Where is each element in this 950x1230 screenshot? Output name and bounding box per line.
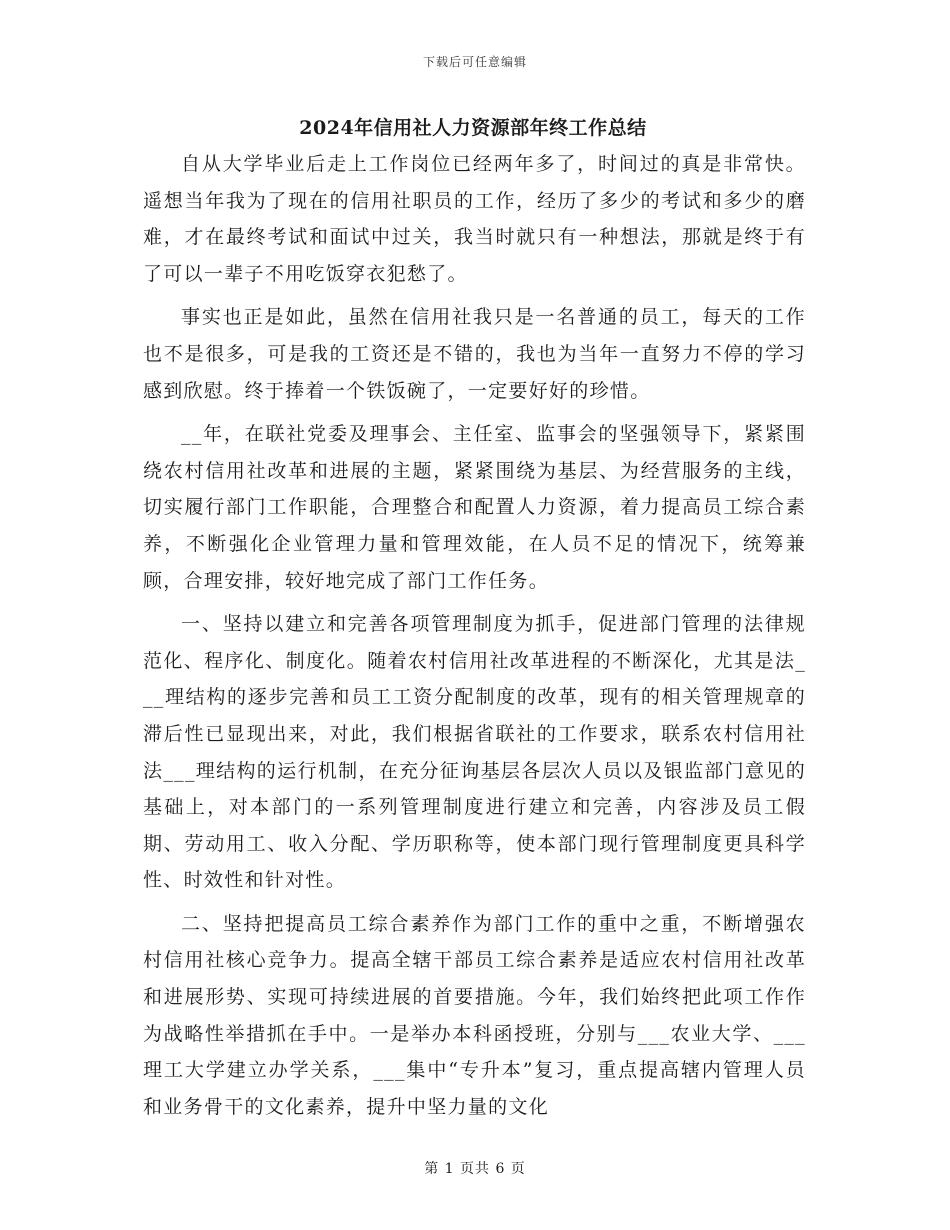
paragraph-3: __年，在联社党委及理事会、主任室、监事会的坚强领导下，紧紧围绕农村信用社改革和进展的主题，紧紧围绕为基层、为经营服务的主线，切实履行部门工作职能，合理整合和配置人力资源，着力提高员工综合素养，不断强化企业管理力量和管理效能，在人员不足的情况下，统筹兼顾，合理安排，较好地完成了部门工作任务。: [143, 423, 806, 592]
paragraph-4: 一、坚持以建立和完善各项管理制度为抓手，促进部门管理的法律规范化、程序化、制度化。随着农村信用社改革进程的不断深化，尤其是法___理结构的逐步完善和员工工资分配制度的改革，现有的相关管理规章的滞后性已显现出来，对此，我们根据省联社的工作要求，联系农村信用社法___理结构的运行机制，在充分征询基层各层次人员以及银监部门意见的基础上，对本部门的一系列管理制度进行建立和完善，内容涉及员工假期、劳动用工、收入分配、学历职称等，使本部门现行管理制度更具科学性、时效性和针对性。: [143, 613, 806, 892]
paragraph-2: 事实也正是如此，虽然在信用社我只是一名普通的员工，每天的工作也不是很多，可是我的工资还是不错的，我也为当年一直努力不停的学习感到欣慰。终于捧着一个铁饭碗了，一定要好好的珍惜。: [143, 306, 806, 402]
page-number-footer: 第 1 页共 6 页: [424, 1161, 526, 1177]
paragraph-1: 自从大学毕业后走上工作岗位已经两年多了，时间过的真是非常快。遥想当年我为了现在的信用社职员的工作，经历了多少的考试和多少的磨难，才在最终考试和面试中过关，我当时就只有一种想法，那就是终于有了可以一辈子不用吃饭穿衣犯愁了。: [143, 153, 806, 285]
document-body: [143, 146, 806, 1132]
page-header-note: 下载后可任意编辑: [422, 55, 527, 69]
document-title: 2024年信用社人力资源部年终工作总结: [299, 117, 647, 139]
paragraph-5: 二、坚持把提高员工综合素养作为部门工作的重中之重，不断增强农村信用社核心竞争力。提高全辖干部员工综合素养是适应农村信用社改革和进展形势、实现可持续进展的首要措施。今年，我们始终把此项工作作为战略性举措抓在手中。一是举办本科函授班，分别与___农业大学、___理工大学建立办学关系，___集中“专升本”复习，重点提高辖内管理人员和业务骨干的文化素养，提升中坚力量的文化: [143, 912, 806, 1118]
